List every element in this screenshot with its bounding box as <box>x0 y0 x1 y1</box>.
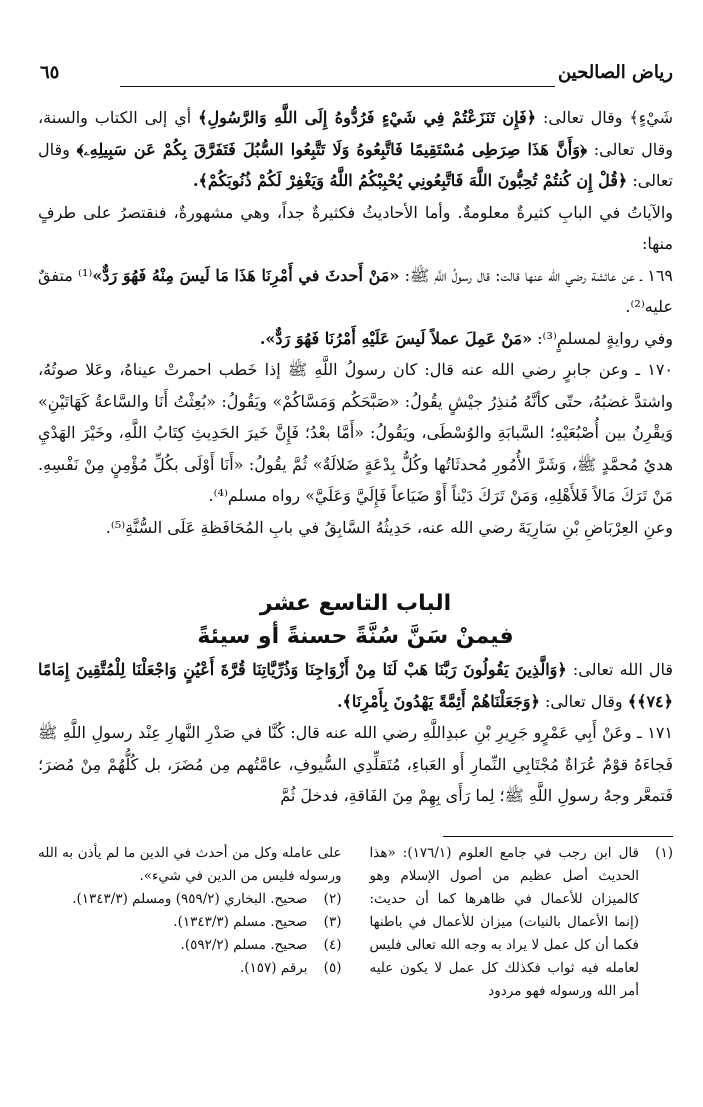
footnote-text: صحيح. البخاري (٩٥٩/٢) ومسلم (١٣٤٣/٣). <box>72 891 308 907</box>
hadith-text: «مَنْ عَمِلَ عملاً لَيسَ عَلَيْهِ أَمْرُنَا فَهُوَ رَدٌّ». <box>259 328 533 348</box>
header-rule <box>120 86 555 87</box>
text-run: وقال تعالى: <box>38 139 673 190</box>
footnote-number: (٥) <box>323 960 342 976</box>
quran-verse: ﴿وَجَعَلْنَاهُمْ أَئِمَّةً يَهْدُونَ بِأَمْرِنَا﴾. <box>336 691 540 711</box>
chapter-text <box>38 654 673 812</box>
hadith-169 <box>38 260 673 323</box>
footnote-2 <box>38 888 342 911</box>
text-run: شَيْءٍ﴾ وقال تعالى: <box>536 108 674 127</box>
hadith-170: ١٧٠ ـ وعن جابرٍ رضي الله عنه قال: كان رسولُ اللَّهِ ﷺ إذا خَطب احمرتْ عيناهُ، وعَلا صوتُهُ، واشتدَّ غضبُهُ، حتّى كأنَّهُ مُنذِرُ جيْشٍ يقُولُ: «صَبَّحَكُم وَمَسَّاكُمْ» ويَقُولُ: «بُعِثْتُ أَنَا والسَّاعةُ كَهَاتَيْنِ» وَيقْرِنُ بين أُصْبُعَيْهِ؛ السَّبابَةِ والوُسْطَى، ويَقُولُ: «أَمَّا بعْدُ؛ فَإِنَّ خَيرَ الحَدِيثِ كِتَابُ اللَّهِ، وخَيْرَ الهَدْيِ هديُ مُحمَّدٍ ﷺ، وَشَرَّ الأُمُورِ مُحدثَاتُها وكُلُّ بِدْعَةٍ ضَلالَةٌ» ثُمَّ يقُولُ: «أَنَا أَوْلَى بكُلِّ مُؤْمِنٍ مِنْ نَفْسِهِ. مَنْ تَرَكَ مَالاً فَلأَهْلِهِ، وَمَنْ تَرَكَ دَيْناً أَوْ ضَيَاعاً فَإِلَيَّ وَعَلَيَّ» رواه مسلم⁽⁴⁾. <box>38 360 674 505</box>
footnote-number: (٤) <box>323 937 342 953</box>
chapter-number: الباب التاسع عشر <box>259 591 452 616</box>
paragraph-verses-2 <box>38 654 673 717</box>
hadith-irbad: وعنِ العِرْبَاضِ بْنِ سَارِيَةَ رضي الله عنه، حَدِيثُهُ السَّابِقُ في بابِ المُحَافَظةِ عَلَى السُّنَّةِ⁽⁵⁾. <box>105 517 673 537</box>
footnote-column-left <box>38 842 342 1003</box>
hadith-169-variant <box>38 323 673 355</box>
footnote-number: (٢) <box>323 891 342 907</box>
page-header <box>40 58 673 98</box>
footnote-text: صحيح. مسلم (١٣٤٣/٣). <box>173 914 308 930</box>
page-number: ٦٥ <box>40 62 60 83</box>
footnote-text: صحيح. مسلم (٥٩٢/٢). <box>180 937 308 953</box>
text-run: ⁽¹⁾ متفقٌ عليه⁽²⁾. <box>38 265 673 316</box>
chapter-heading <box>38 588 673 654</box>
paragraph-intro: والآياتُ في البابِ كثيرةٌ معلومةٌ. وأما الأحاديثُ فكثيرةٌ جداً، وهي مشهورةٌ، فنقتصرُ على طرفٍ منها: <box>38 202 673 253</box>
text-run: وفي روايةٍ لمسلمٍ⁽³⁾: <box>532 328 673 348</box>
text-run: أي إلى الكتاب والسنة، وقال تعالى: <box>38 108 674 159</box>
footnote-3 <box>38 911 342 934</box>
footnote-text: برقم (١٥٧). <box>239 960 308 976</box>
text-run: وقال تعالى: <box>539 691 628 711</box>
hadith-text: «مَنْ أَحدثَ في أَمْرِنَا هَذَا مَا لَيسَ مِنْهُ فَهُوَ رَدٌّ» <box>92 265 400 285</box>
footnote-rule <box>443 836 673 837</box>
footnote-number: (١) <box>655 845 673 861</box>
footnote-1-continued: على عامله وكل من أحدث في الدين ما لم يأذن به الله ورسوله فليس من الدين في شيء». <box>38 845 342 884</box>
text-run: قال الله تعالى: <box>566 660 674 679</box>
chapter-title: فيمنْ سَنَّ سُنَّةً حسنةً أو سيئةً <box>197 624 514 649</box>
footnote-text: قال ابن رجب في جامع العلوم (١٧٦/١): «هذا الحديث أصل عظيم من أصول الإسلام وهو كالميزان للأعمال في ظاهرها كما أن حديث: (إنما الأعمال بالنيات) ميزان للأعمال في باطنها فكما أن كل عمل لا يراد به وجه الله تعالى فليس لعامله فيه ثواب فكذلك كل عمل لا يكون عليه أمر الله ورسوله فهو مردود <box>369 845 639 999</box>
main-text <box>38 102 673 543</box>
quran-verse: ﴿وَالَّذِينَ يَقُولُونَ رَبَّنَا هَبْ لَنَا مِنْ أَزْوَاجِنَا وَذُرِّيَّاتِنَا قُرَّةَ أَعْيُنٍ وَاجْعَلْنَا لِلْمُتَّقِينَ إِمَامًا ﴿٧٤﴾﴾ <box>38 660 673 711</box>
footnotes <box>38 842 673 1003</box>
quran-verse: ﴿قُلْ إِن كُنتُمْ تُحِبُّونَ اللَّهَ فَاتَّبِعُونِي يُحْبِبْكُمُ اللَّهُ وَيَغْفِرْ لَكُمْ ذُنُوبَكُمْ﴾. <box>192 171 628 190</box>
quran-verse: ﴿فَإِن تَنَزَعْتُمْ فِي شَيْءٍ فَرُدُّوهُ إِلَى اللَّهِ وَالرَّسُولِ﴾ <box>198 108 537 127</box>
footnote-1 <box>370 842 674 1003</box>
hadith-171: ١٧١ ـ وعَنْ أَبِي عَمْرٍو جَرِيرِ بْنِ عبدِاللَّهِ رضي الله عنه قال: كُنَّا في صَدْرِ النَّهارِ عِنْد رسولِ اللَّهِ ﷺ فَجاءَهُ قوْمٌ عُرَاةٌ مُجْتَابِي النِّمارِ أَو العَباءِ، مُتَقلِّدِي السُّيوفِ، عامَّتُهم مِن مُضَرَ، بل كُلُّهُمْ مِنْ مُضرَ؛ فَتمعَّر وجهُ رسولِ اللَّهِ ﷺ؛ لِما رَأَى بِهِمْ مِنَ الفَاقةِ، فدخلَ ثُمَّ <box>38 723 674 805</box>
footnote-4 <box>38 934 342 957</box>
footnote-number: (٣) <box>323 914 342 930</box>
footnote-5 <box>38 957 342 980</box>
book-title: رياض الصالحين <box>557 62 673 83</box>
text-run: ١٦٩ ـ عن عائشة رضي الله عنها قالت: قال رسولُ اللَّهِ ﷺ: <box>399 265 674 285</box>
quran-verse: ﴿وَأَنَّ هَذَا صِرَطِى مُسْتَقِيمًا فَاتَّبِعُوهُ وَلَا تَتَّبِعُوا السُّبُلَ فَتَفَرَّقَ بِكُمْ عَن سَبِيلِهِۦ﴾ <box>76 139 588 159</box>
footnote-column-right <box>370 842 674 1003</box>
paragraph-verses-1 <box>38 102 673 197</box>
